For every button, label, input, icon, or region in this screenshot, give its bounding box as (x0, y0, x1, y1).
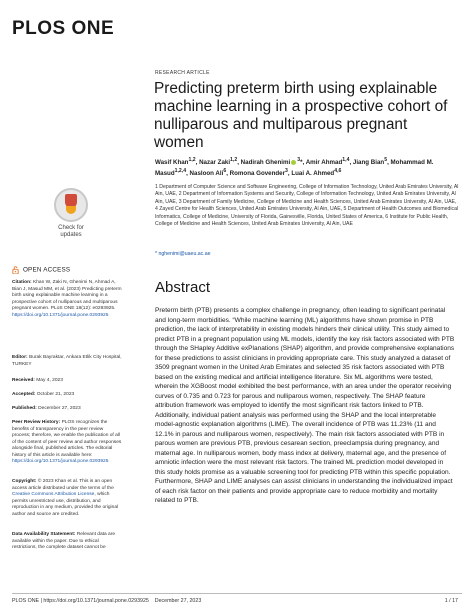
peer-review-block: Peer Review History: PLOS recognizes the benefits of transparency in the peer review process; therefore, we enable the publication of all of the content of peer review and author responses alongside final, published articles. The editorial history of this article is available here: https://doi.org/10.1371/journal.pone.0293925 (12, 420, 122, 465)
author-name[interactable]: Amir Ahmad (305, 159, 343, 167)
abstract-text: Preterm birth (PTB) presents a complex challenge in pregnancy, often leading to significant perinatal and long-term morbidities. “While machine learning (ML) algorithms have shown promise in PTB prediction, the lack of interpretability in existing models hinders their clinical utility. This study aimed to predict PTB in a pregnant population using ML models, identify the key risk factors associated with PTB through the SHapley Additive exPlanations (SHAP) algorithm, and provide comprehensive explanations for these predictions to assist clinicians in providing appropriate care. This study analyzed a dataset of 3509 pregnant women in the United Arab Emirates and selected 35 risk factors associated with PTB based on the existing medical and artificial intelligence literature. Six ML algorithms were tested, wherein the XGBoost model exhibited the best performance, with an area under the operator receiving curves of 0.735 and 0.723 for parous and nulliparous women, respectively. The SHAP feature attribution framework was employed to identify the most significant risk factors linked to PTB. Additionally, individual patient analysis was performed using the SHAP and the local interpretable model-agnostic explanation algorithms (LIME). The overall incidence of PTB was 11.23% (11 and 12.1% in parous and nulliparous women, respectively). The main risk factors associated with PTB in parous women are previous PTB, previous cesarean section, preeclampsia during pregnancy, and maternal age. In nulliparous women, body mass index at delivery, maternal age, and the presence of amniotic infection were the most relevant risk factors. The trained ML prediction model developed in this study holds promise as a valuable screening tool for predicting PTB within this specific population. Furthermore, SHAP and LIME analyses can assist clinicians in understanding the individualized impact of each risk factor on their patients and provide appropriate care to reduce morbidity and mortality related to PTB. (155, 307, 455, 505)
affiliation: 3 Department of Family Medicine, College of Medicine and Health Sciences, United Arab Emirates University, Al Ain, UAE, (178, 198, 457, 205)
article-type: RESEARCH ARTICLE (155, 70, 210, 76)
open-access-label: OPEN ACCESS (12, 266, 70, 274)
affiliation-ref: 3 (297, 157, 301, 163)
published-date: Published: December 27, 2023 (12, 406, 81, 411)
editor-block: Editor: Burak Bayraktar, Ankara Etlik City Hospital, TURKEY (12, 355, 122, 367)
footer-divider (12, 593, 462, 594)
footer-date: December 27, 2023 (154, 598, 202, 604)
author-list: Wasif Khan$^{1,2}$, Nazar Zaki$^{1,2}$, Nadirah Ghenimi $^3$*, Amir Ahmad$^{1,4}$, Jiang Bian$^5$, Mohammad M. Masud$^{1,2,4}$, Nasloon Ali$^6$, Romona Govender$^3$, Luai A. Ahmed$^{4,6}$ (155, 157, 434, 178)
affiliation: 1 Department of Computer Science and Software Engineering, College of Information Technology, United Arab Emirates University, Al Ain, UAE, (155, 184, 459, 198)
author-name[interactable]: Jiang Bian (352, 159, 385, 167)
page-footer: PLOS ONE | https://doi.org/10.1371/journal.pone.0293925 December 27, 2023 1 / 17 (12, 598, 458, 604)
affiliation: 4 Zayed Centre for Health Sciences, United Arab Emirates University, Al Ain, UAE, (155, 206, 343, 213)
affiliation-ref: 3 (285, 168, 288, 175)
author-name[interactable]: Nasloon Ali (189, 170, 224, 178)
affiliation: 2 Department of Information Systems and Security, College of Information Technology, United Arab Emirates University, Al Ain, UAE, (155, 191, 456, 205)
copyright-block: Copyright: © 2023 Khan et al. This is an open access article distributed under the terms of the Creative Commons Attribution License, which permits unrestricted use, distribution, and reproduction in any medium, provided the original author and source are credited. (12, 479, 119, 517)
page-number: 1 / 17 (444, 598, 458, 604)
open-lock-icon (12, 266, 19, 274)
affiliation-ref: 1,4 (342, 157, 350, 163)
affiliation: 5 Department of Health Outcomes and Biomedical Informatics, College of Medicine, University of Florida, Gainesville, Florida, United States of America, (155, 206, 459, 220)
affiliation-ref: 1,2 (230, 157, 238, 163)
corresponding-email[interactable]: * nghenimi@uaeu.ac.ae (155, 251, 211, 257)
author-name[interactable]: Romona Govender (229, 170, 286, 178)
author-name[interactable]: Luai A. Ahmed (291, 170, 335, 178)
received-date: Received: May 4, 2023 (12, 378, 63, 383)
license-link[interactable]: Creative Commons Attribution License (12, 492, 95, 498)
citation-doi-link[interactable]: https://doi.org/10.1371/journal.pone.0293925 (12, 312, 109, 318)
author-name[interactable]: Nadirah Ghenimi (240, 159, 291, 167)
peer-review-doi-link[interactable]: https://doi.org/10.1371/journal.pone.0293925 (12, 459, 109, 465)
affiliation-ref: 1,2 (188, 157, 196, 163)
affiliation-ref: 4,6 (334, 168, 342, 175)
corresponding-mark: * (300, 159, 303, 167)
bookmark-icon (54, 188, 88, 222)
footer-doi-link[interactable]: https://doi.org/10.1371/journal.pone.0293925 (43, 598, 149, 604)
author-name[interactable]: Mohammad M. Masud (155, 159, 434, 178)
affiliation: 6 Institute for Public Health, College of Medicine and Health Sciences, United Arab Emirates University, Al Ain, UAE (155, 213, 449, 228)
affiliation-ref: 1,2,4 (174, 168, 187, 175)
author-name[interactable]: Nazar Zaki (199, 159, 231, 167)
orcid-icon[interactable] (291, 160, 296, 165)
citation-block: Citation: Khan W, Zaki N, Ghenimi N, Ahmad A, Bian J, Masud MM, et al. (2023) Predicting preterm birth using explainable machine learning in a prospective cohort of nulliparous and multiparous pregnant women. PLoS ONE 18(12): e0293925. https://doi.org/10.1371/journal.pone.0293925 (12, 280, 122, 318)
check-updates-label: Check for updates (58, 225, 84, 238)
footer-journal: PLOS ONE (12, 598, 40, 604)
journal-logo: PLOS ONE (12, 18, 115, 39)
article-title: Predicting preterm birth using explainable machine learning in a prospective cohort of nulliparous and multiparous pregnant women (154, 80, 448, 151)
affiliation-ref: 5 (384, 157, 388, 163)
check-for-updates-badge[interactable] (48, 188, 94, 239)
affiliation-ref: 6 (223, 168, 227, 175)
abstract-heading: Abstract (155, 279, 211, 296)
author-name[interactable]: Wasif Khan (155, 159, 189, 167)
accepted-date: Accepted: October 21, 2023 (12, 392, 75, 397)
data-availability-block: Data Availability Statement: Relevant data are available within the paper. Due to ethical restrictions, the complete dataset cannot be (12, 532, 116, 551)
affiliations (155, 184, 460, 228)
